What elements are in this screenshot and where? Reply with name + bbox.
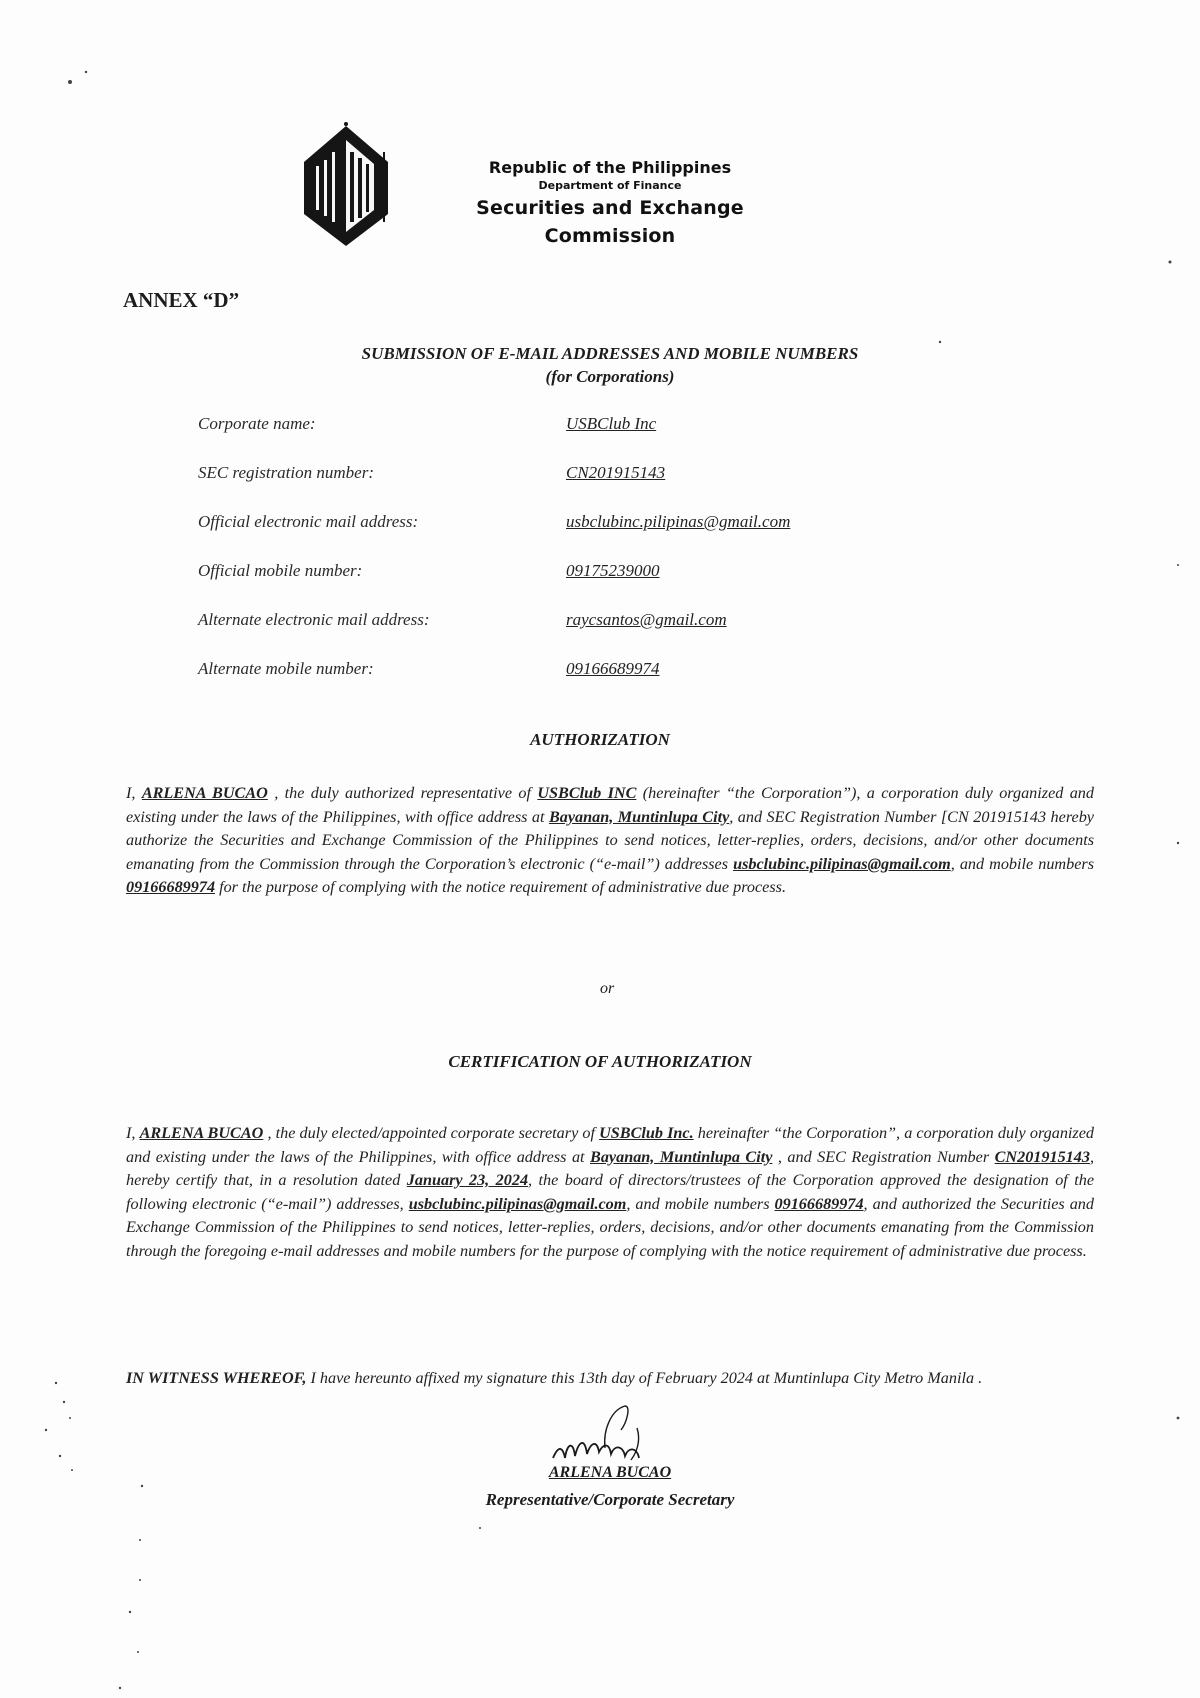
certification-heading: CERTIFICATION OF AUTHORIZATION: [448, 1052, 752, 1071]
representative-name: ARLENA BUCAO: [141, 784, 268, 802]
field-row-alternate-email: [198, 610, 898, 659]
field-value: 09166689974: [566, 659, 660, 678]
field-value: CN201915143: [566, 463, 666, 482]
field-label: Corporate name:: [198, 414, 316, 433]
email-address: usbclubinc.pilipinas@gmail.com: [733, 854, 951, 873]
witness-statement: [126, 1366, 1094, 1390]
annex-label: ANNEX “D”: [123, 288, 240, 312]
or-separator: or: [600, 980, 615, 997]
sec-number: CN201915143: [994, 1147, 1090, 1166]
field-row-alternate-mobile: [198, 659, 898, 708]
field-row-sec-registration: [198, 463, 898, 512]
field-label: Official electronic mail address:: [198, 512, 419, 531]
document-title: [300, 342, 920, 388]
certification-paragraph: I, ARLENA BUCAO , the duly elected/appointed corporate secretary of USBClub Inc. hereinafter “the Corporation”, a corporation duly organized and existing under the laws of the Philippines, with office address at Bayanan, Muntinlupa City , and SEC Registration Number CN201915143, hereby certify that, in a resolution dated January 23, 2024, the board of directors/trustees of the Corporation approved the designation of the following electronic (“e-mail”) addresses, usbclubinc.pilipinas@gmail.com, and mobile numbers 09166689974, and authorized the Securities and Exchange Commission of the Philippines to send notices, letter-replies, orders, decisions, and/or other documents emanating from the Commission through the foregoing e-mail addresses and mobile numbers for the purpose of complying with the notice requirement of administrative due process.: [126, 1124, 1095, 1260]
header-republic: Republic of the Philippines: [488, 158, 732, 177]
signatory-name: ARLENA BUCAO: [548, 1464, 672, 1481]
secretary-name: ARLENA BUCAO: [139, 1124, 264, 1142]
office-address: Bayanan, Muntinlupa City: [590, 1147, 773, 1166]
field-value: raycsantos@gmail.com: [566, 610, 727, 629]
mobile-number: 09166689974: [774, 1194, 864, 1213]
corporation-name: USBClub Inc.: [599, 1124, 694, 1142]
field-row-corporate-name: [198, 414, 898, 463]
email-address: usbclubinc.pilipinas@gmail.com: [408, 1194, 627, 1213]
field-row-official-email: [198, 512, 898, 561]
resolution-date: January 23, 2024: [406, 1171, 529, 1190]
signatory-title: Representative/Corporate Secretary: [485, 1490, 735, 1509]
header-commission: Securities and Exchange Commission: [476, 197, 744, 247]
authorization-heading: AUTHORIZATION: [530, 730, 670, 749]
field-row-official-mobile: [198, 561, 898, 610]
corporation-name: USBClub INC: [537, 784, 637, 802]
office-address: Bayanan, Muntinlupa City: [548, 807, 730, 826]
sec-seal-logo-icon: [300, 122, 392, 248]
field-label: Alternate electronic mail address:: [198, 610, 430, 629]
title-sub: (for Corporations): [545, 367, 675, 386]
field-value: usbclubinc.pilipinas@gmail.com: [566, 512, 791, 531]
witness-lead: IN WITNESS WHEREOF,: [126, 1369, 307, 1387]
header-department: Department of Finance: [538, 179, 682, 192]
mobile-number: 09166689974: [126, 878, 216, 897]
form-fields: [198, 414, 898, 708]
field-value: USBClub Inc: [566, 414, 657, 433]
field-label: Alternate mobile number:: [198, 659, 374, 678]
authorization-paragraph: I, ARLENA BUCAO , the duly authorized representative of USBClub INC (hereinafter “the Corporation”), a corporation duly organized and existing under the laws of the Philippines, with office address at Bayanan, Muntinlupa City, and SEC Registration Number [CN 201915143 hereby authorize the Securities and Exchange Commission of the Philippines to send notices, letter-replies, orders, decisions, and/or other documents emanating from the Commission through the Corporation’s electronic (“e-mail”) addresses usbclubinc.pilipinas@gmail.com, and mobile numbers 09166689974 for the purpose of complying with the notice requirement of administrative due process.: [126, 784, 1095, 897]
witness-text: I have hereunto affixed my signature this 13th day of February 2024 at Muntinlupa City Metro Manila .: [306, 1369, 983, 1387]
field-label: SEC registration number:: [198, 463, 374, 482]
title-main: SUBMISSION OF E-MAIL ADDRESSES AND MOBILE NUMBERS: [361, 344, 859, 363]
field-label: Official mobile number:: [198, 561, 363, 580]
field-value: 09175239000: [566, 561, 660, 580]
agency-header: [410, 158, 810, 250]
